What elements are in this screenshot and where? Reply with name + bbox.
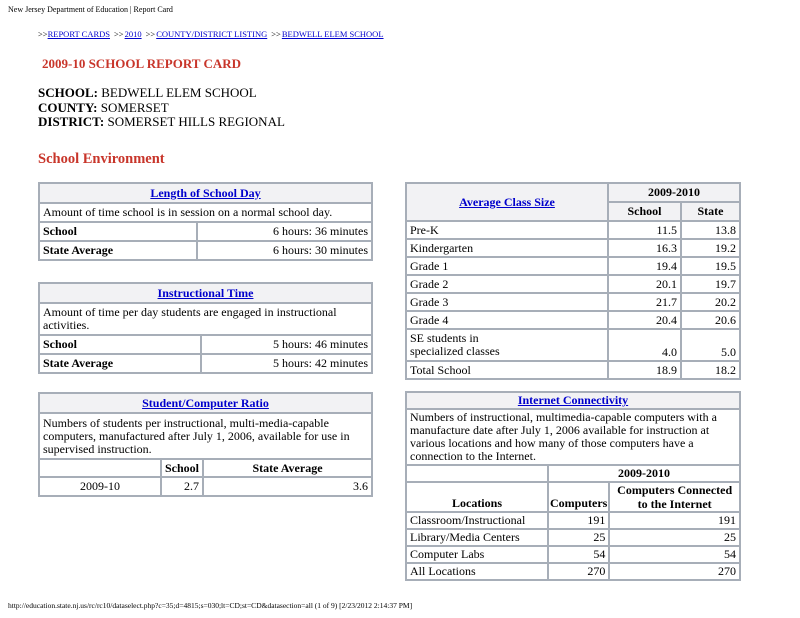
row-location: Library/Media Centers	[406, 529, 548, 546]
internet-connectivity-table	[405, 391, 741, 581]
table-row	[39, 222, 372, 241]
breadcrumb-separator: >>	[38, 29, 48, 39]
table-row	[406, 275, 740, 293]
district-line	[38, 115, 285, 130]
row-grade: Total School	[406, 361, 608, 379]
internet-connectivity-description: Numbers of instructional, multimedia-capable computers with a manufacture date after July 1, 2006 available for instruction at various locations and how many of those computers have a connection to the Internet.	[406, 409, 740, 465]
col-school: School	[608, 202, 681, 221]
state-value: 19.5	[681, 257, 740, 275]
page-header: New Jersey Department of Education | Report Card	[8, 5, 173, 14]
state-value: 19.7	[681, 275, 740, 293]
table-row	[406, 512, 740, 529]
school-value: 20.4	[608, 311, 681, 329]
table-row	[406, 293, 740, 311]
row-label: State Average	[39, 241, 197, 260]
table-row	[39, 335, 372, 354]
school-value: BEDWELL ELEM SCHOOL	[101, 85, 257, 100]
state-value: 20.6	[681, 311, 740, 329]
table-row	[406, 546, 740, 563]
county-label: COUNTY:	[38, 99, 98, 115]
breadcrumb-separator: >>	[114, 29, 124, 39]
connected-value: 270	[609, 563, 740, 580]
county-line	[38, 101, 285, 116]
computers-value: 54	[548, 546, 609, 563]
row-grade: SE students in specialized classes	[406, 329, 608, 361]
breadcrumb-separator: >>	[271, 29, 281, 39]
col-computers: Computers	[548, 482, 609, 512]
table-row	[406, 361, 740, 379]
table-row	[39, 477, 372, 496]
school-value: 21.7	[608, 293, 681, 311]
length-of-school-day-link[interactable]: Length of School Day	[150, 185, 261, 200]
school-value: 11.5	[608, 221, 681, 239]
connected-value: 25	[609, 529, 740, 546]
report-title: 2009-10 SCHOOL REPORT CARD	[42, 56, 242, 71]
breadcrumb-report-cards[interactable]: REPORT CARDS	[47, 29, 110, 39]
district-label: DISTRICT:	[38, 114, 105, 129]
row-location: Classroom/Instructional	[406, 512, 548, 529]
breadcrumb-2010[interactable]: 2010	[124, 29, 142, 39]
internet-connectivity-link[interactable]: Internet Connectivity	[517, 393, 629, 407]
school-value: 19.4	[608, 257, 681, 275]
row-grade: Grade 1	[406, 257, 608, 275]
col-state: State	[681, 202, 740, 221]
length-of-school-day-description: Amount of time school is in session on a normal school day.	[39, 203, 372, 222]
state-value: 13.8	[681, 221, 740, 239]
table-row	[406, 329, 740, 361]
state-value: 20.2	[681, 293, 740, 311]
student-computer-ratio-description: Numbers of students per instructional, multi-media-capable computers, manufactured after July 1, 2006, available for use in supervised instruction.	[39, 413, 372, 459]
row-value: 6 hours: 30 minutes	[197, 241, 372, 260]
table-row	[406, 239, 740, 257]
breadcrumb-bedwell-elem-school[interactable]: BEDWELL ELEM SCHOOL	[281, 29, 384, 39]
row-year: 2009-10	[39, 477, 161, 496]
table-row	[39, 241, 372, 260]
breadcrumb-county-district-listing[interactable]: COUNTY/DISTRICT LISTING	[156, 29, 268, 39]
connected-value: 191	[609, 512, 740, 529]
county-value: SOMERSET	[100, 99, 169, 115]
connected-value: 54	[609, 546, 740, 563]
computers-value: 25	[548, 529, 609, 546]
instructional-time-link[interactable]: Instructional Time	[157, 285, 254, 300]
table-row	[406, 221, 740, 239]
col-locations: Locations	[406, 482, 548, 512]
table-row	[406, 257, 740, 275]
row-location: Computer Labs	[406, 546, 548, 563]
row-grade: Grade 3	[406, 293, 608, 311]
computers-value: 191	[548, 512, 609, 529]
breadcrumb-separator: >>	[145, 29, 156, 39]
state-value: 19.2	[681, 239, 740, 257]
page-footer: http://education.state.nj.us/rc/rc10/dataselect.php?c=35;d=4815;s=030;lt=CD;st=CD&datasection=all (1 of 9) [2/23/2012 2:14:37 PM]	[8, 601, 413, 610]
average-class-size-table	[405, 182, 741, 380]
section-title: School Environment	[38, 151, 165, 167]
state-value: 5.0	[681, 329, 740, 361]
row-location: All Locations	[406, 563, 548, 580]
school-line	[38, 86, 285, 101]
instructional-time-description: Amount of time per day students are engaged in instructional activities.	[39, 303, 372, 335]
school-label: SCHOOL:	[38, 85, 98, 100]
school-value: 20.1	[608, 275, 681, 293]
table-row	[406, 311, 740, 329]
row-label: State Average	[39, 354, 201, 373]
row-value: 6 hours: 36 minutes	[197, 222, 372, 241]
school-value: 18.9	[608, 361, 681, 379]
school-value: 4.0	[608, 329, 681, 361]
col-school: School	[161, 459, 203, 477]
school-value: 2.7	[161, 477, 203, 496]
student-computer-ratio-link[interactable]: Student/Computer Ratio	[142, 395, 269, 410]
row-grade: Pre-K	[406, 221, 608, 239]
state-value: 18.2	[681, 361, 740, 379]
row-grade: Kindergarten	[406, 239, 608, 257]
school-info	[38, 86, 285, 130]
row-label: School	[39, 335, 201, 354]
state-value: 3.6	[203, 477, 372, 496]
table-row	[406, 563, 740, 580]
school-value: 16.3	[608, 239, 681, 257]
average-class-size-link[interactable]: Average Class Size	[459, 194, 555, 209]
student-computer-ratio-table	[38, 392, 373, 497]
table-row	[39, 354, 372, 373]
year-header: 2009-2010	[548, 465, 740, 482]
length-of-school-day-table	[38, 182, 373, 261]
col-state-average: State Average	[203, 459, 372, 477]
row-value: 5 hours: 46 minutes	[201, 335, 372, 354]
row-grade: Grade 4	[406, 311, 608, 329]
year-header: 2009-2010	[608, 183, 740, 202]
row-grade: Grade 2	[406, 275, 608, 293]
instructional-time-table	[38, 282, 373, 374]
breadcrumb	[38, 29, 384, 39]
computers-value: 270	[548, 563, 609, 580]
row-label: School	[39, 222, 197, 241]
row-value: 5 hours: 42 minutes	[201, 354, 372, 373]
district-value: SOMERSET HILLS REGIONAL	[107, 114, 285, 129]
col-connected: Computers Connected to the Internet	[609, 482, 740, 512]
table-row	[406, 529, 740, 546]
